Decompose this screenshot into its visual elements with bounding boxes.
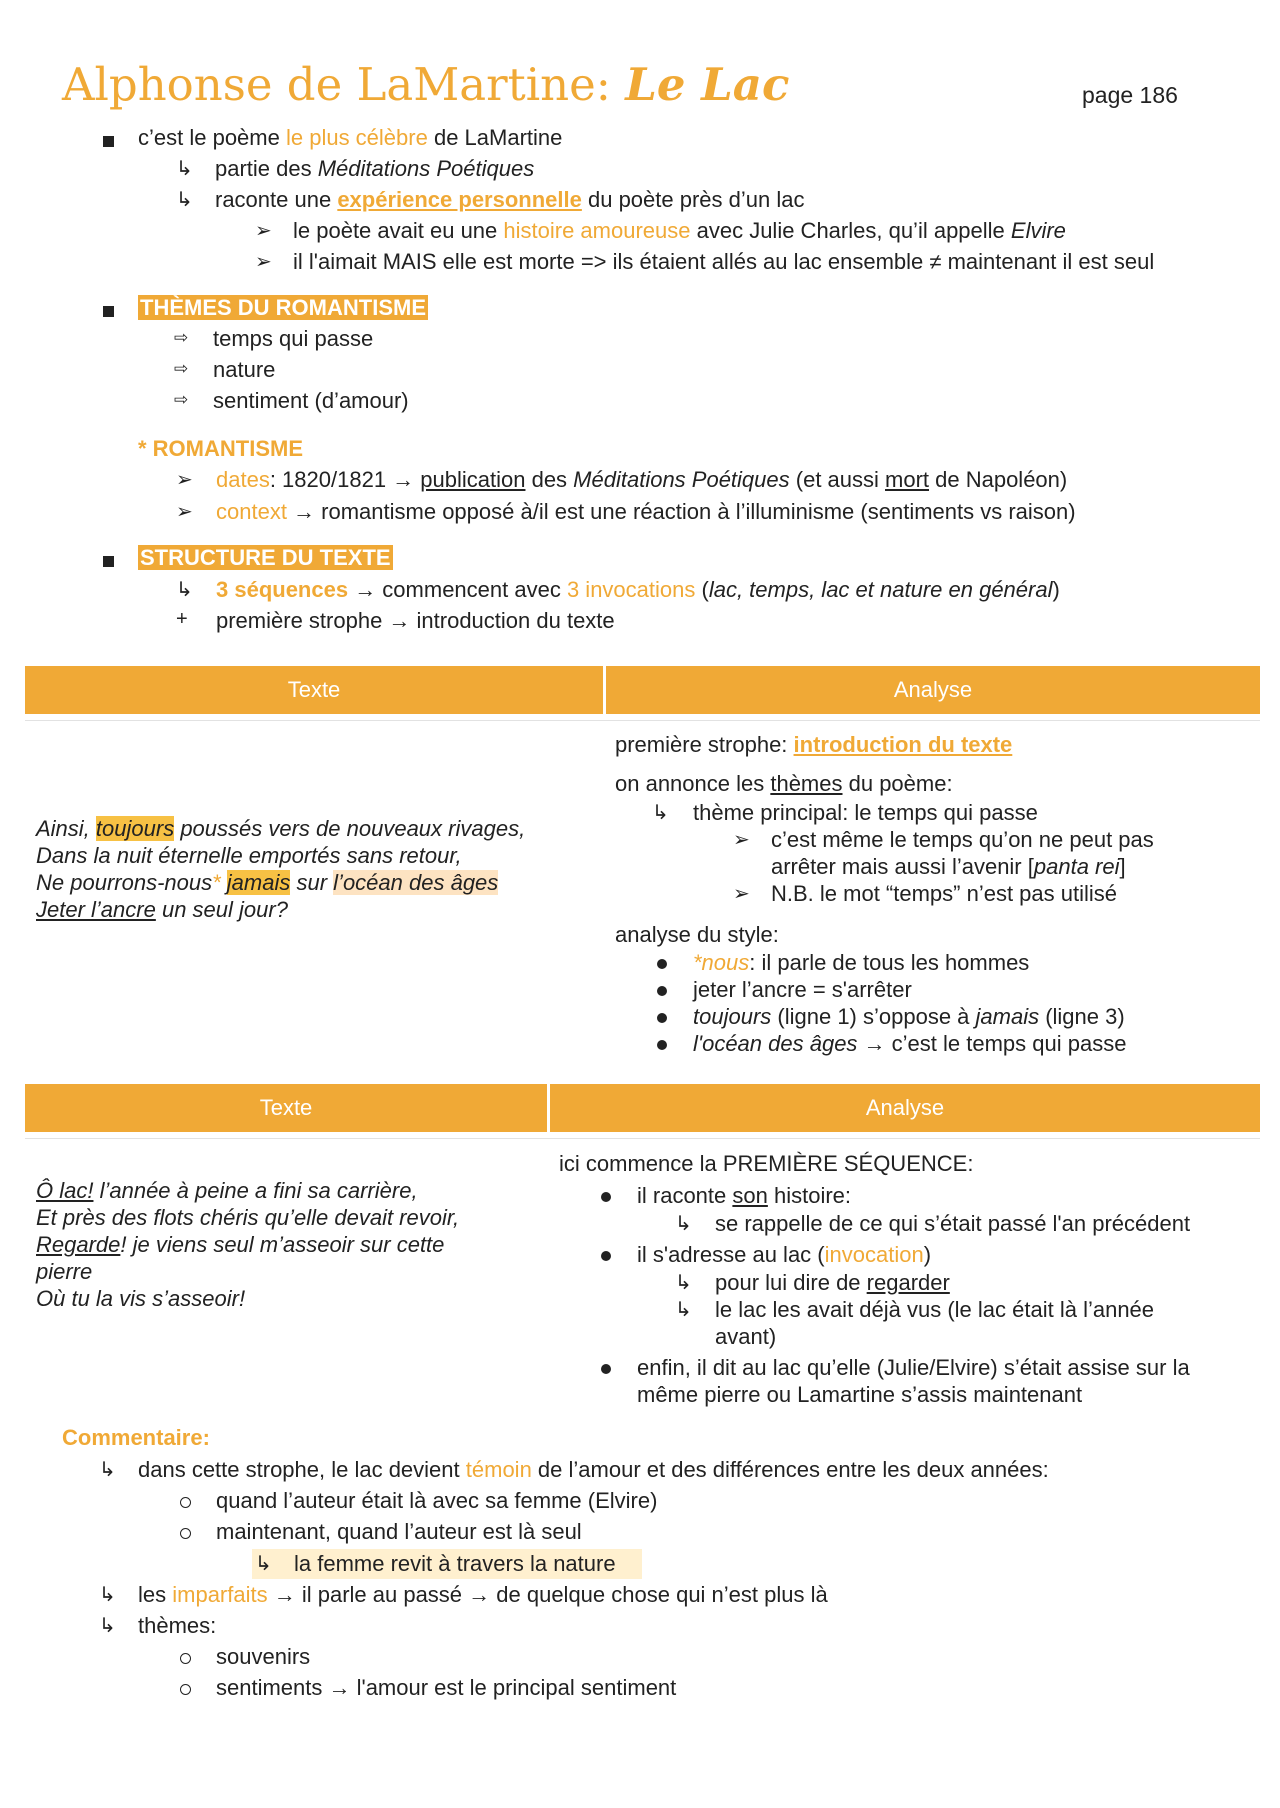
arrow-return-icon: ↳ xyxy=(176,189,193,211)
bullet-dot-icon xyxy=(601,1364,611,1374)
commentaire-line: souvenirs xyxy=(216,1644,311,1669)
arrow-return-icon: ↳ xyxy=(675,1299,692,1321)
outline-arrow-icon: ⇨ xyxy=(174,328,189,347)
arrow-return-icon: ↳ xyxy=(99,1584,116,1606)
bullet-dot-icon xyxy=(657,1013,667,1023)
table1-style-item: toujours (ligne 1) s’oppose à jamais (ligne 3) xyxy=(693,1004,1125,1029)
table1-divider xyxy=(25,720,1260,721)
structure-line-2: première strophe → introduction du texte xyxy=(216,608,615,633)
commentaire-heading: Commentaire: xyxy=(62,1425,210,1450)
table2-analysis-line: avant) xyxy=(715,1324,777,1349)
table2-poem: Ô lac! l’année à peine a fini sa carrière, Et près des flots chéris qu’elle devait revoir, Regarde! je viens seul m’asseoir sur cette pierre Où tu la vis s’asseoir! xyxy=(36,1178,460,1311)
bullet-dot-icon xyxy=(657,1040,667,1050)
table1-analysis-line: thème principal: le temps qui passe xyxy=(693,800,1038,825)
arrowhead-bullet-icon: ➢ xyxy=(255,251,272,273)
bullet-circle-icon xyxy=(180,1497,191,1508)
table1-style-item: jeter l’ancre = s'arrêter xyxy=(693,977,912,1002)
table2-header-texte: Texte xyxy=(25,1084,547,1132)
bullet-square-icon xyxy=(103,136,114,147)
structure-line-1: 3 séquences → commencent avec 3 invocations (lac, temps, lac et nature en général) xyxy=(216,577,1060,602)
table1-header-analyse: Analyse xyxy=(606,666,1260,714)
table2-analysis-item: enfin, il dit au lac qu’elle (Julie/Elvire) s’était assise sur la xyxy=(637,1355,1190,1380)
structure-heading: STRUCTURE DU TEXTE xyxy=(140,545,391,570)
arrow-return-icon: ↳ xyxy=(652,802,669,824)
bullet-circle-icon xyxy=(180,1684,191,1695)
table2-analysis-item: il raconte son histoire: xyxy=(637,1183,852,1208)
commentaire-line: les imparfaits → il parle au passé → de quelque chose qui n’est plus là xyxy=(138,1582,828,1607)
table2-header-analyse: Analyse xyxy=(550,1084,1260,1132)
table1-analysis-intro: première strophe: introduction du texte xyxy=(615,732,1013,757)
arrowhead-bullet-icon: ➢ xyxy=(733,829,750,851)
theme-item: nature xyxy=(213,357,276,382)
table1-analysis-themes: on annonce les thèmes du poème: xyxy=(615,771,953,796)
bullet-square-icon xyxy=(103,306,114,317)
bullet-dot-icon xyxy=(601,1192,611,1202)
theme-item: sentiment (d’amour) xyxy=(213,388,409,413)
table1-analysis-line: N.B. le mot “temps” n’est pas utilisé xyxy=(771,881,1118,906)
commentaire-line: maintenant, quand l’auteur est là seul xyxy=(216,1519,582,1544)
table1-analysis-line: c’est même le temps qu’on ne peut pas xyxy=(771,827,1154,852)
intro-sub-1: partie des Méditations Poétiques xyxy=(215,156,535,181)
plus-bullet: + xyxy=(176,608,188,630)
arrow-return-icon: ↳ xyxy=(99,1459,116,1481)
arrowhead-bullet-icon: ➢ xyxy=(176,469,193,491)
table2-analysis-intro: ici commence la PREMIÈRE SÉQUENCE: xyxy=(559,1151,974,1176)
bullet-circle-icon xyxy=(180,1653,191,1664)
arrowhead-bullet-icon: ➢ xyxy=(176,501,193,523)
arrow-return-icon: ↳ xyxy=(675,1213,692,1235)
commentaire-line: quand l’auteur était là avec sa femme (Elvire) xyxy=(216,1488,658,1513)
arrowhead-bullet-icon: ➢ xyxy=(255,220,272,242)
themes-heading: THÈMES DU ROMANTISME xyxy=(140,295,426,320)
commentaire-line: sentiments → l'amour est le principal sentiment xyxy=(216,1675,677,1700)
bullet-dot-icon xyxy=(601,1251,611,1261)
table2-analysis-line: se rappelle de ce qui s’était passé l'an précédent xyxy=(715,1211,1191,1236)
arrowhead-bullet-icon: ➢ xyxy=(733,883,750,905)
page-title: Alphonse de LaMartine: Le Lac xyxy=(62,58,790,111)
table1-poem: Ainsi, toujours poussés vers de nouveaux rivages, Dans la nuit éternelle emportés sans retour, Ne pourrons-nous* jamais sur l’océan des âges Jeter l’ancre un seul jour? xyxy=(36,816,526,922)
table1-style-item: l'océan des âges → c’est le temps qui passe xyxy=(693,1031,1127,1056)
theme-item: temps qui passe xyxy=(213,326,374,351)
arrow-return-icon: ↳ xyxy=(255,1553,272,1575)
page-number: page 186 xyxy=(1082,82,1178,108)
table2-analysis-item: il s'adresse au lac (invocation) xyxy=(637,1242,932,1267)
table1-header-texte: Texte xyxy=(25,666,603,714)
outline-arrow-icon: ⇨ xyxy=(174,359,189,378)
table2-analysis-line: le lac les avait déjà vus (le lac était là l’année xyxy=(715,1297,1155,1322)
bullet-square-icon xyxy=(103,556,114,567)
romantisme-heading: * ROMANTISME xyxy=(138,436,303,461)
commentaire-line: thèmes: xyxy=(138,1613,217,1638)
bullet-dot-icon xyxy=(657,986,667,996)
intro-line-1: c’est le poème le plus célèbre de LaMartine xyxy=(138,125,563,150)
commentaire-line: dans cette strophe, le lac devient témoin de l’amour et des différences entre les deux années: xyxy=(138,1457,1049,1482)
table2-analysis-item: même pierre ou Lamartine s’assis maintenant xyxy=(637,1382,1083,1407)
outline-arrow-icon: ⇨ xyxy=(174,390,189,409)
intro-sub-2a: le poète avait eu une histoire amoureuse avec Julie Charles, qu’il appelle Elvire xyxy=(293,218,1066,243)
romantisme-context: context → romantisme opposé à/il est une réaction à l’illuminisme (sentiments vs raison) xyxy=(216,499,1076,524)
arrow-return-icon: ↳ xyxy=(176,579,193,601)
bullet-circle-icon xyxy=(180,1528,191,1539)
intro-sub-2b: il l'aimait MAIS elle est morte => ils étaient allés au lac ensemble ≠ maintenant il est seul xyxy=(293,249,1155,274)
romantisme-dates: dates: 1820/1821 → publication des Méditations Poétiques (et aussi mort de Napoléon) xyxy=(216,467,1068,492)
arrow-return-icon: ↳ xyxy=(176,158,193,180)
bullet-dot-icon xyxy=(657,959,667,969)
intro-sub-2: raconte une expérience personnelle du poète près d’un lac xyxy=(215,187,805,212)
table2-analysis-line: pour lui dire de regarder xyxy=(715,1270,950,1295)
table1-analysis-style: analyse du style: xyxy=(615,922,779,947)
arrow-return-icon: ↳ xyxy=(675,1272,692,1294)
table1-style-item: *nous: il parle de tous les hommes xyxy=(693,950,1030,975)
table1-analysis-line: arrêter mais aussi l’avenir [panta rei] xyxy=(771,854,1126,879)
table2-divider xyxy=(25,1138,1260,1139)
arrow-return-icon: ↳ xyxy=(99,1615,116,1637)
commentaire-line: la femme revit à travers la nature xyxy=(294,1551,616,1576)
